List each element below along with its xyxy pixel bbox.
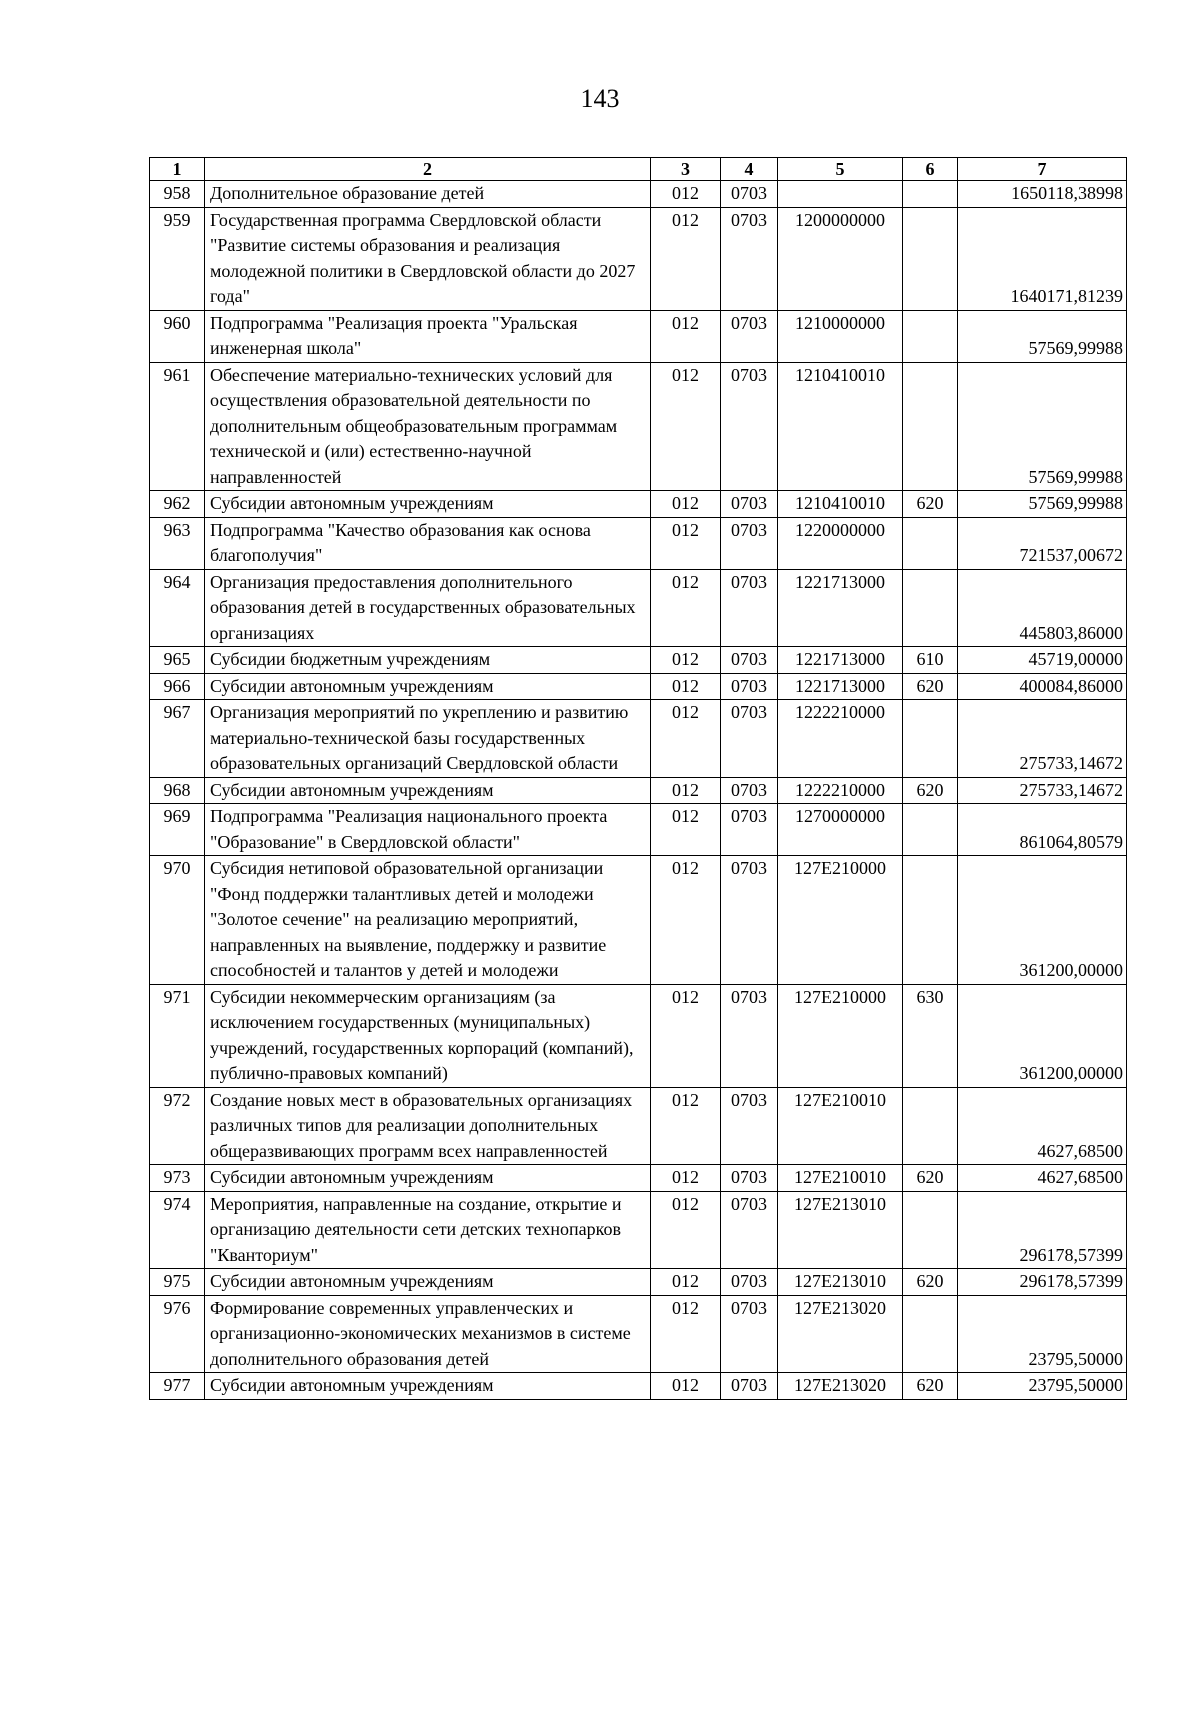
row-target-article: 127Е210010 — [778, 1165, 903, 1192]
row-amount: 275733,14672 — [958, 777, 1127, 804]
page-number: 143 — [580, 84, 620, 113]
row-ved-code: 012 — [651, 1295, 721, 1373]
row-section-code: 0703 — [721, 310, 778, 362]
row-expense-type — [903, 181, 958, 208]
table-row — [150, 1269, 1127, 1296]
table-row — [150, 1295, 1127, 1373]
table-row — [150, 181, 1127, 208]
row-number: 972 — [150, 1087, 205, 1165]
row-expense-type: 620 — [903, 1165, 958, 1192]
row-expense-type: 620 — [903, 673, 958, 700]
row-amount: 400084,86000 — [958, 673, 1127, 700]
row-target-article: 1270000000 — [778, 804, 903, 856]
row-target-article: 1221713000 — [778, 647, 903, 674]
row-number: 974 — [150, 1191, 205, 1269]
table-row — [150, 1373, 1127, 1400]
row-ved-code: 012 — [651, 777, 721, 804]
row-ved-code: 012 — [651, 647, 721, 674]
row-target-article: 127Е213020 — [778, 1295, 903, 1373]
row-name: Дополнительное образование детей — [205, 181, 651, 208]
row-target-article: 1220000000 — [778, 517, 903, 569]
header-col-6: 6 — [903, 158, 958, 181]
row-section-code: 0703 — [721, 181, 778, 208]
row-ved-code: 012 — [651, 856, 721, 985]
row-expense-type — [903, 207, 958, 310]
row-number: 966 — [150, 673, 205, 700]
row-ved-code: 012 — [651, 1165, 721, 1192]
row-amount: 57569,99988 — [958, 491, 1127, 518]
row-name: Подпрограмма "Реализация проекта "Уральская инженерная школа" — [205, 310, 651, 362]
row-expense-type — [903, 569, 958, 647]
row-name: Субсидия нетиповой образовательной организации "Фонд поддержки талантливых детей и молодежи "Золотое сечение" на реализацию мероприятий, направленных на выявление, поддержку и развитие способностей и талантов у детей и молодежи — [205, 856, 651, 985]
row-name: Формирование современных управленческих и организационно-экономических механизмов в системе дополнительного образования детей — [205, 1295, 651, 1373]
row-target-article: 127Е213010 — [778, 1191, 903, 1269]
row-ved-code: 012 — [651, 1087, 721, 1165]
row-expense-type: 620 — [903, 777, 958, 804]
row-expense-type — [903, 856, 958, 985]
row-name: Субсидии автономным учреждениям — [205, 673, 651, 700]
row-section-code: 0703 — [721, 517, 778, 569]
row-section-code: 0703 — [721, 673, 778, 700]
row-ved-code: 012 — [651, 700, 721, 778]
row-target-article — [778, 181, 903, 208]
table-row — [150, 207, 1127, 310]
row-section-code: 0703 — [721, 1191, 778, 1269]
row-ved-code: 012 — [651, 181, 721, 208]
row-ved-code: 012 — [651, 984, 721, 1087]
row-amount: 23795,50000 — [958, 1295, 1127, 1373]
row-name: Субсидии автономным учреждениям — [205, 1373, 651, 1400]
row-section-code: 0703 — [721, 700, 778, 778]
row-section-code: 0703 — [721, 207, 778, 310]
header-col-4: 4 — [721, 158, 778, 181]
table-row — [150, 1191, 1127, 1269]
row-section-code: 0703 — [721, 856, 778, 985]
row-expense-type — [903, 517, 958, 569]
row-name: Создание новых мест в образовательных организациях различных типов для реализации дополнительных общеразвивающих программ всех направленностей — [205, 1087, 651, 1165]
row-amount: 1650118,38998 — [958, 181, 1127, 208]
row-number: 961 — [150, 362, 205, 491]
row-target-article: 1222210000 — [778, 700, 903, 778]
row-name: Субсидии автономным учреждениям — [205, 777, 651, 804]
row-target-article: 1221713000 — [778, 673, 903, 700]
table-row — [150, 569, 1127, 647]
row-target-article: 127Е213020 — [778, 1373, 903, 1400]
row-number: 971 — [150, 984, 205, 1087]
row-number: 967 — [150, 700, 205, 778]
table-row — [150, 1165, 1127, 1192]
row-ved-code: 012 — [651, 207, 721, 310]
header-row — [150, 158, 1127, 181]
budget-table — [149, 157, 1127, 1400]
row-expense-type — [903, 804, 958, 856]
row-name: Субсидии автономным учреждениям — [205, 491, 651, 518]
row-expense-type — [903, 1295, 958, 1373]
row-number: 976 — [150, 1295, 205, 1373]
row-expense-type: 610 — [903, 647, 958, 674]
header-col-1: 1 — [150, 158, 205, 181]
row-section-code: 0703 — [721, 569, 778, 647]
row-ved-code: 012 — [651, 362, 721, 491]
row-number: 973 — [150, 1165, 205, 1192]
row-expense-type — [903, 362, 958, 491]
row-amount: 4627,68500 — [958, 1087, 1127, 1165]
row-section-code: 0703 — [721, 491, 778, 518]
row-number: 969 — [150, 804, 205, 856]
table-row — [150, 700, 1127, 778]
row-target-article: 1222210000 — [778, 777, 903, 804]
row-ved-code: 012 — [651, 804, 721, 856]
row-section-code: 0703 — [721, 804, 778, 856]
row-target-article: 127Е210010 — [778, 1087, 903, 1165]
row-amount: 296178,57399 — [958, 1191, 1127, 1269]
row-section-code: 0703 — [721, 1165, 778, 1192]
row-section-code: 0703 — [721, 1373, 778, 1400]
table-row — [150, 310, 1127, 362]
row-target-article: 1200000000 — [778, 207, 903, 310]
table-row — [150, 984, 1127, 1087]
row-target-article: 1210000000 — [778, 310, 903, 362]
row-name: Субсидии некоммерческим организациям (за исключением государственных (муниципальных) учреждений, государственных корпораций (компаний), публично-правовых компаний) — [205, 984, 651, 1087]
header-col-5: 5 — [778, 158, 903, 181]
row-section-code: 0703 — [721, 984, 778, 1087]
row-ved-code: 012 — [651, 569, 721, 647]
table-row — [150, 673, 1127, 700]
row-amount: 275733,14672 — [958, 700, 1127, 778]
row-section-code: 0703 — [721, 362, 778, 491]
row-number: 962 — [150, 491, 205, 518]
row-amount: 57569,99988 — [958, 310, 1127, 362]
row-target-article: 1210410010 — [778, 362, 903, 491]
table-row — [150, 517, 1127, 569]
row-number: 963 — [150, 517, 205, 569]
header-col-3: 3 — [651, 158, 721, 181]
row-section-code: 0703 — [721, 1295, 778, 1373]
row-expense-type: 620 — [903, 1373, 958, 1400]
header-col-7: 7 — [958, 158, 1127, 181]
row-expense-type — [903, 310, 958, 362]
row-expense-type — [903, 1191, 958, 1269]
row-name: Субсидии бюджетным учреждениям — [205, 647, 651, 674]
row-section-code: 0703 — [721, 647, 778, 674]
row-ved-code: 012 — [651, 491, 721, 518]
row-amount: 1640171,81239 — [958, 207, 1127, 310]
row-ved-code: 012 — [651, 1191, 721, 1269]
row-name: Организация мероприятий по укреплению и развитию материально-технической базы государственных образовательных организаций Свердловской области — [205, 700, 651, 778]
row-name: Субсидии автономным учреждениям — [205, 1269, 651, 1296]
table-row — [150, 491, 1127, 518]
row-target-article: 127Е210000 — [778, 984, 903, 1087]
row-number: 964 — [150, 569, 205, 647]
row-section-code: 0703 — [721, 1087, 778, 1165]
row-name: Мероприятия, направленные на создание, открытие и организацию деятельности сети детских технопарков "Кванториум" — [205, 1191, 651, 1269]
row-section-code: 0703 — [721, 777, 778, 804]
table-body — [150, 181, 1127, 1400]
row-name: Организация предоставления дополнительного образования детей в государственных образовательных организациях — [205, 569, 651, 647]
row-expense-type — [903, 700, 958, 778]
row-section-code: 0703 — [721, 1269, 778, 1296]
row-target-article: 127Е210000 — [778, 856, 903, 985]
table-row — [150, 804, 1127, 856]
row-name: Государственная программа Свердловской области "Развитие системы образования и реализация молодежной политики в Свердловской области до 2027 года" — [205, 207, 651, 310]
row-amount: 361200,00000 — [958, 856, 1127, 985]
row-expense-type: 620 — [903, 1269, 958, 1296]
table-row — [150, 362, 1127, 491]
row-amount: 45719,00000 — [958, 647, 1127, 674]
row-name: Подпрограмма "Реализация национального проекта "Образование" в Свердловской области" — [205, 804, 651, 856]
row-target-article: 1210410010 — [778, 491, 903, 518]
row-expense-type: 630 — [903, 984, 958, 1087]
row-ved-code: 012 — [651, 517, 721, 569]
row-target-article: 127Е213010 — [778, 1269, 903, 1296]
row-amount: 4627,68500 — [958, 1165, 1127, 1192]
row-name: Обеспечение материально-технических условий для осуществления образовательной деятельности по дополнительным общеобразовательным программам технической и (или) естественно-научной направленностей — [205, 362, 651, 491]
row-amount: 296178,57399 — [958, 1269, 1127, 1296]
row-amount: 721537,00672 — [958, 517, 1127, 569]
row-number: 975 — [150, 1269, 205, 1296]
row-expense-type: 620 — [903, 491, 958, 518]
row-amount: 361200,00000 — [958, 984, 1127, 1087]
row-ved-code: 012 — [651, 673, 721, 700]
row-amount: 23795,50000 — [958, 1373, 1127, 1400]
row-ved-code: 012 — [651, 1373, 721, 1400]
row-number: 958 — [150, 181, 205, 208]
table-row — [150, 647, 1127, 674]
header-col-2: 2 — [205, 158, 651, 181]
table-row — [150, 856, 1127, 985]
row-ved-code: 012 — [651, 310, 721, 362]
table-row — [150, 777, 1127, 804]
table-row — [150, 1087, 1127, 1165]
row-name: Субсидии автономным учреждениям — [205, 1165, 651, 1192]
row-number: 959 — [150, 207, 205, 310]
row-number: 968 — [150, 777, 205, 804]
row-target-article: 1221713000 — [778, 569, 903, 647]
row-amount: 861064,80579 — [958, 804, 1127, 856]
row-number: 965 — [150, 647, 205, 674]
row-number: 977 — [150, 1373, 205, 1400]
row-name: Подпрограмма "Качество образования как основа благополучия" — [205, 517, 651, 569]
row-amount: 57569,99988 — [958, 362, 1127, 491]
row-amount: 445803,86000 — [958, 569, 1127, 647]
row-expense-type — [903, 1087, 958, 1165]
row-number: 970 — [150, 856, 205, 985]
row-ved-code: 012 — [651, 1269, 721, 1296]
row-number: 960 — [150, 310, 205, 362]
